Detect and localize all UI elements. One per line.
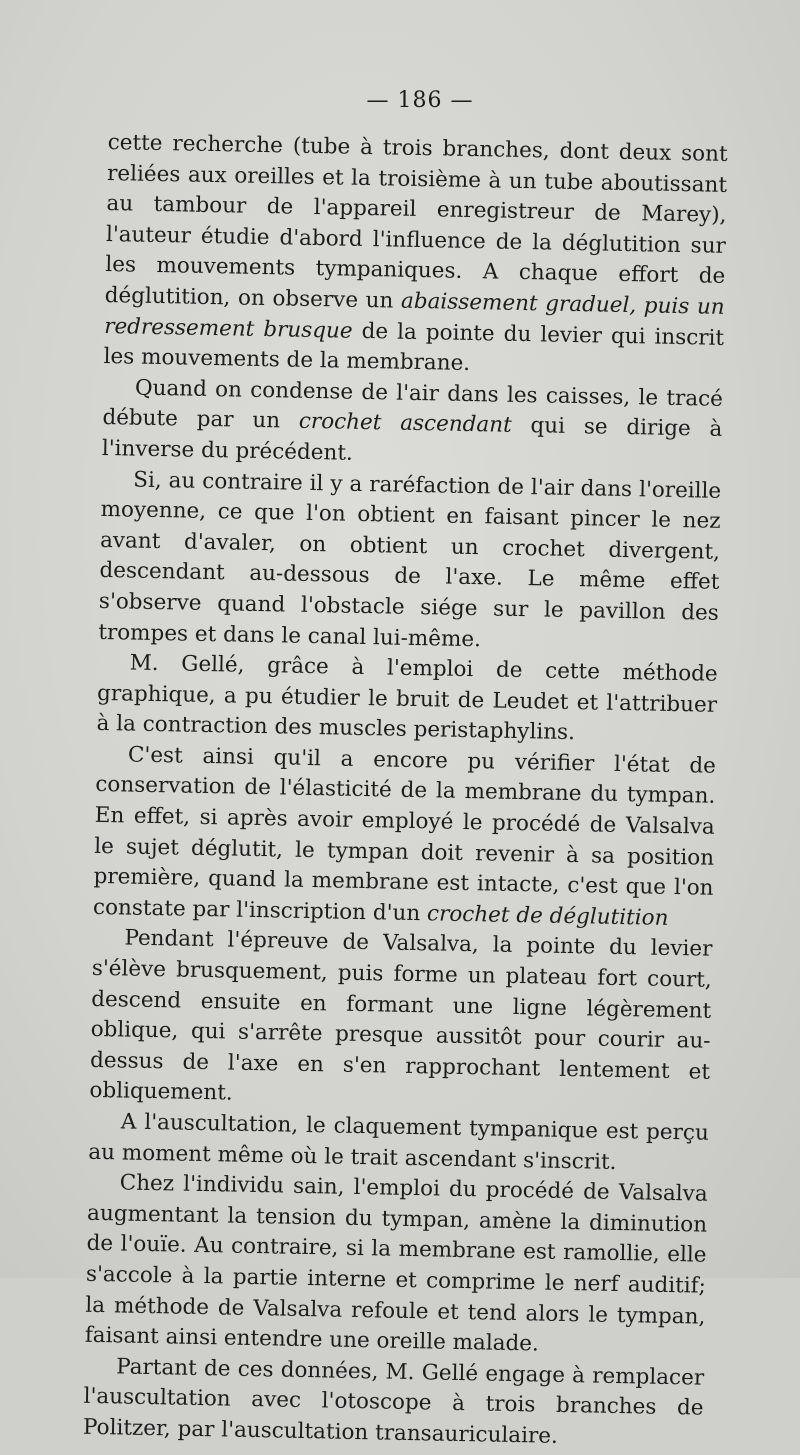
paragraph xyxy=(102,373,724,477)
text-run: A l'auscultation, le claquement tympanique est perçu au moment même où le trait ascendant s'inscrit. xyxy=(88,1109,710,1175)
paragraph xyxy=(96,648,718,752)
page-number: — 186 — xyxy=(366,88,474,113)
text-run: Partant de ces données, M. Gellé engage à remplacer l'auscultation avec l'otoscope à trois branches de Politzer, par l'auscultation transauriculaire. xyxy=(82,1354,705,1449)
text-run: de la pointe du levier qui inscrit les mouvements de la membrane. xyxy=(103,318,725,377)
paragraph xyxy=(98,464,721,659)
text-run: qui se dirige à l'inverse du précédent. xyxy=(101,413,723,466)
text-run: Si, au contraire il y a raréfaction de l'air dans l'oreille moyenne, ce que l'on obtient en faisant pincer le nez avant d'avaler, on obtient un crochet divergent, descendant au-dessous de l'axe. Le même effet s'observe quand l'obstacle siége sur le pavillon des trompes et dans le canal lui-même. xyxy=(98,467,722,652)
italic-phrase: abaissement graduel, puis un redressement brusque xyxy=(103,288,725,344)
text-run: Quand on condense de l'air dans les caisses, le tracé débute par un xyxy=(102,375,724,435)
italic-phrase: crochet de déglutition xyxy=(426,901,669,931)
text-run: M. Gellé, grâce à l'emploi de cette méthode graphique, a pu étudier le bruit de Leudet et l'attribuer à la contraction des muscles peristaphylins. xyxy=(96,650,718,746)
text-run: Chez l'individu sain, l'emploi du procédé de Valsalva augmentant la tension du tympan, amène la diminution de l'ouïe. Au contraire, si la membrane est ramollie, elle s'accole à la partie interne et comprime le nerf auditif; la méthode de Valsalva refoule et tend alors le tympan, faisant ainsi entendre une oreille malade. xyxy=(84,1170,708,1357)
text-run: C'est ainsi qu'il a encore pu vérifier l'état de conservation de l'élasticité de la membrane du tympan. En effet, si après avoir employé le procédé de Valsalva le sujet déglutit, le tympan doit revenir à sa position première, quand la membrane est intacte, c'est que l'on constate par l'inscription d'un xyxy=(92,742,717,927)
paragraph xyxy=(103,128,728,385)
italic-phrase: crochet ascendant xyxy=(298,409,512,439)
paragraph xyxy=(83,1352,705,1455)
paragraph xyxy=(93,740,716,935)
paragraph xyxy=(85,1168,708,1363)
text-run: Pendant l'épreuve de Valsalva, la pointe du levier s'élève brusquement, puis forme un plateau fort court, descend ensuite en formant une ligne légèrement oblique, qui s'arrête presque aussitôt pour courir au-dessus de l'axe en s'en rapprochant lentement et obliquement. xyxy=(89,925,713,1106)
text-run: cette recherche (tube à trois branches, dont deux sont reliées aux oreilles et la troisième à un tube aboutissant au tambour de l'appareil enregistreur de Marey), l'auteur étudie d'abord l'influence de la déglutition sur les mouvements tympaniques. A chaque effort de déglutition, on observe un xyxy=(104,129,728,314)
body-text xyxy=(83,128,728,1455)
paragraph xyxy=(89,923,712,1118)
